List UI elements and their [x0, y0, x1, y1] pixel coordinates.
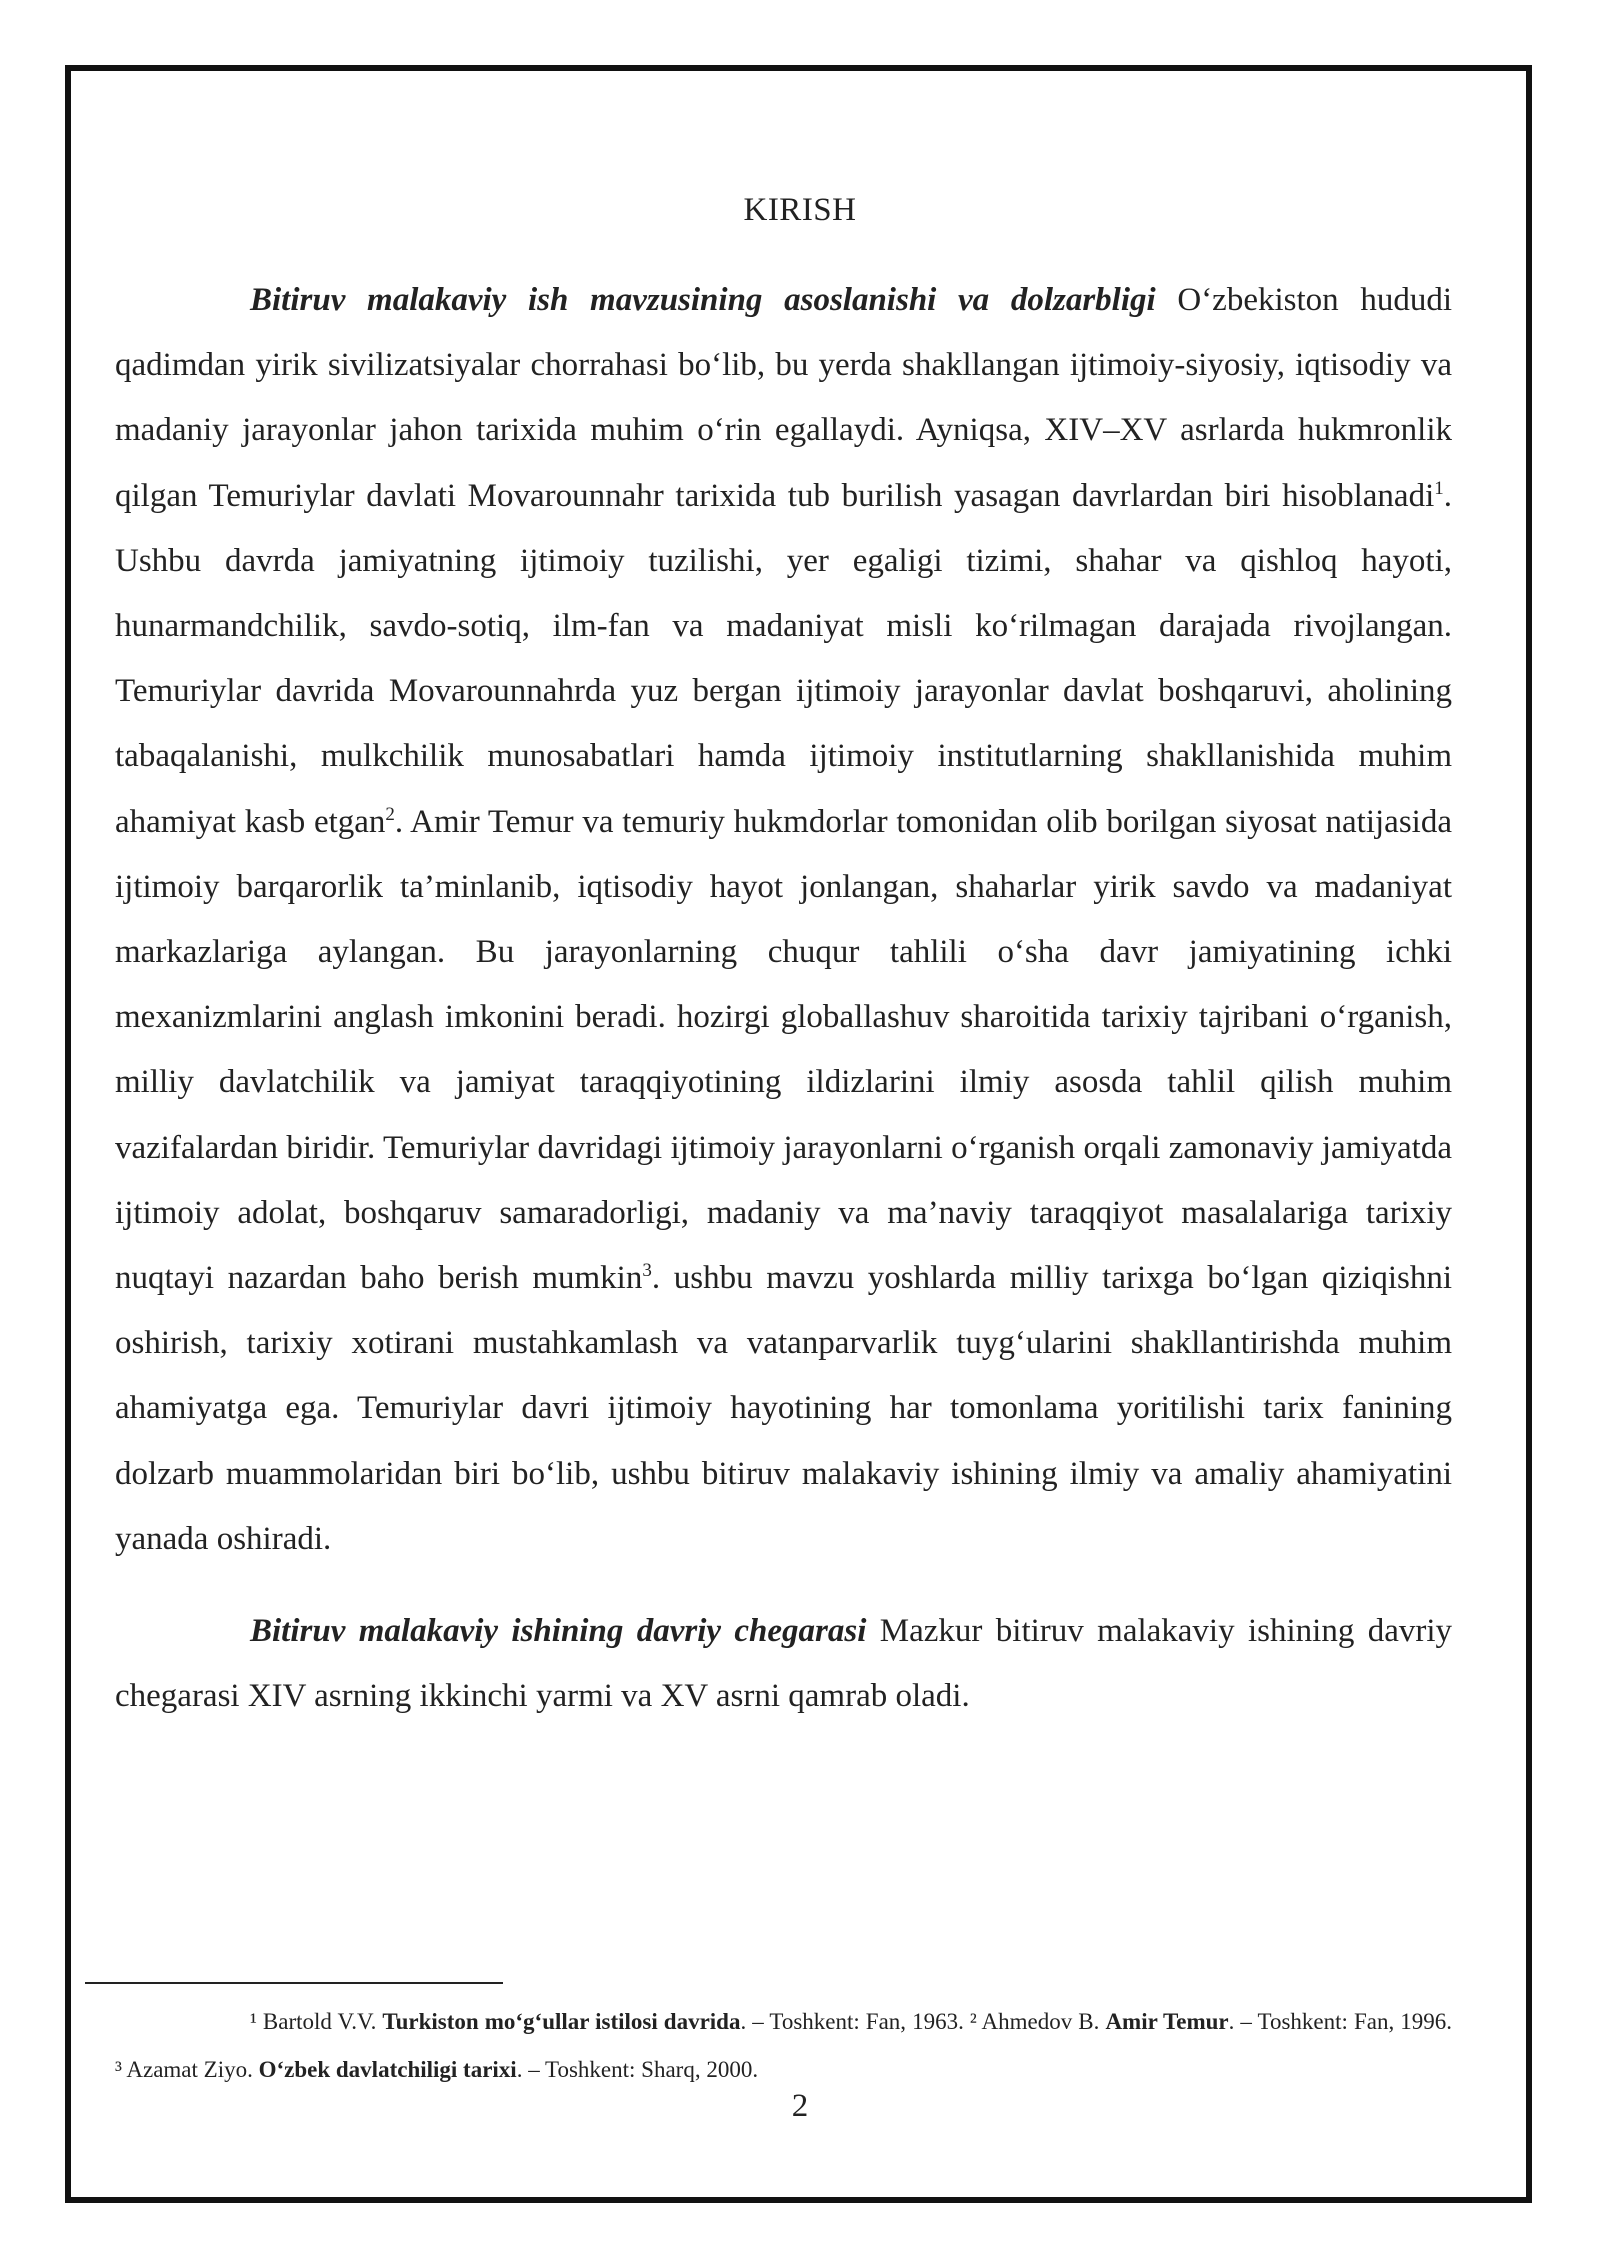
paragraph-text: Mazkur bitiruv malakaviy ishining davriy chegarasi XIV asrning ikkinchi yarmi va XV asrni qamrab oladi.	[115, 1613, 1453, 1715]
paragraph-period	[115, 1599, 1452, 1729]
page-title: KIRISH	[743, 192, 857, 228]
paragraph-heading-period: Bitiruv malakaviy ishining davriy chegarasi	[250, 1613, 867, 1650]
footnote-1-title: Turkiston mo‘g‘ullar istilosi davrida	[382, 2009, 741, 2034]
main-text	[115, 268, 1452, 1729]
paragraph-relevance	[115, 268, 1452, 1572]
footnote-2-author: ² Ahmedov B.	[969, 2009, 1106, 2034]
footnote-3-title: O‘zbek davlatchiligi tarixi	[258, 2057, 517, 2082]
paragraph-text: . Ushbu davrda jamiyatning ijtimoiy tuzilishi, yer egaligi tizimi, shahar va qishloq hayoti, hunarmandchilik, savdo-sotiq, ilm-fan va madaniyat misli ko‘rilmagan darajada rivojlangan. Temuriylar davrida Movarounnahrda yuz bergan ijtimoiy jarayonlar davlat boshqaruvi, aholining tabaqalanishi, mulkchilik munosabatlari hamda ijtimoiy institutlarning shakllanishida muhim ahamiyat kasb etgan	[115, 477, 1452, 840]
paragraph-text: . ushbu mavzu yoshlarda milliy tarixga bo‘lgan qiziqishni oshirish, tarixiy xotirani mustahkamlash va vatanparvarlik tuyg‘ularini shakllantirishda muhim ahamiyatga ega. Temuriylar davri ijtimoiy hayotining har tomonlama yoritilishi tarix fanining dolzarb muammolaridan biri bo‘lib, ushbu bitiruv malakaviy ishining ilmiy va amaliy ahamiyatini yanada oshiradi.	[115, 1260, 1452, 1557]
paragraph-text: . Amir Temur va temuriy hukmdorlar tomonidan olib borilgan siyosat natijasida ijtimoiy barqarorlik ta’minlanib, iqtisodiy hayot jonlangan, shaharlar yirik savdo va madaniyat markazlariga aylangan. Bu jarayonlarning chuqur tahlili o‘sha davr jamiyatining ichki mexanizmlarini anglash imkonini beradi. hozirgi globallashuv sharoitida tarixiy tajribani o‘rganish, milliy davlatchilik va jamiyat taraqqiyotining ildizlarini ilmiy asosda tahlil qilish muhim vazifalardan biridir. Temuriylar davridagi ijtimoiy jarayonlarni o‘rganish orqali zamonaviy jamiyatda ijtimoiy adolat, boshqaruv samaradorligi, madaniy va ma’naviy taraqqiyot masalalariga tarixiy nuqtayi nazardan baho berish mumkin	[115, 803, 1452, 1297]
footnote-separator	[85, 1982, 503, 1984]
footnote-ref-1[interactable]: 1	[1434, 477, 1444, 499]
footnote-1-publisher: . – Toshkent: Fan, 1963.	[740, 2009, 970, 2034]
page-number: 2	[791, 2088, 809, 2124]
paragraph-text: O‘zbekiston hududi qadimdan yirik sivilizatsiyalar chorrahasi bo‘lib, bu yerda shakllangan ijtimoiy-siyosiy, iqtisodiy va madaniy jarayonlar jahon tarixida muhim o‘rin egallaydi. Ayniqsa, XIV–XV asrlarda hukmronlik qilgan Temuriylar davlati Movarounnahr tarixida tub burilish yasagan davrlardan biri hisoblanadi	[115, 282, 1452, 514]
footnote-2-title: Amir Temur	[1105, 2009, 1229, 2034]
footnotes	[115, 1998, 1452, 2094]
paragraph-heading-relevance: Bitiruv malakaviy ish mavzusining asoslanishi va dolzarbligi	[250, 282, 1156, 318]
footnote-1-author: ¹ Bartold V.V.	[250, 2009, 383, 2034]
footnote-3-author: ³ Azamat Ziyo.	[115, 2057, 259, 2082]
footnote-ref-2[interactable]: 2	[385, 803, 395, 825]
footnote-3-publisher: . – Toshkent: Sharq, 2000.	[516, 2057, 759, 2082]
footnote-2-publisher: . – Toshkent: Fan, 1996.	[1228, 2009, 1453, 2034]
footnote-ref-3[interactable]: 3	[642, 1260, 652, 1282]
